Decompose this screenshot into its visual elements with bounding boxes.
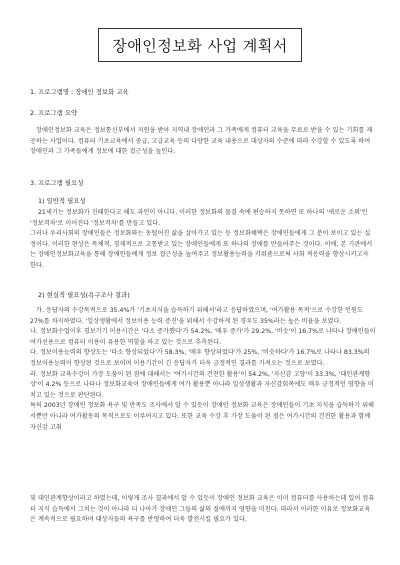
subsection-practical-body: 가. 응답자의 수강목적으로 35.4%가 '기초지식을 습득하기 위해서'라고 응답하였으며, '여가활용 목적'으로 수강한 인원도 27%를 차지하였다. '일상생활에서 정보이용 능력 증진'을 위해서 수강하게 된 경우도 35%라는 높은 비율을 보였다. 나. 정보화수업이후 경보기기 이용시간은 '다소 증가했다'가 54.2%, '매우 증가'가 29.2%, '비슷'이 16.7%로 나타나 장애인들이 여가선용으로 컴퓨터 이용이 유용한 역할을 하고 있는 것으로 추측된다. 다. 정보이용능력의 향상도는 '다소 향상되었다'가 58.3%, '매우 향상되었다'가 25%, '비슷하다'가 16.7%로 나타나 83.3%의 정보이용능력이 향상된 것으로 보이며 이용기간이 긴 응답자가 더욱 긍정적인 결과를 가져오는 것으로 보였다. 라. 정보화 교육수강이 가장 도움이 된 점에 대해서는 '여가시간의 건전한 활용'이 54.2%, '자신감 고양'이 33.3%, '대인관계향상'이 4.2% 등으로 나타나 정보화교육이 장애인들에게 여가 활용뿐 아니라 일상생활과 자신감회복에도 매우 긍정적인 영향을 미치고 있는 것으로 판단된다. 특히 2003년 장애인 정보화 욕구 및 만족도 조사에서 알 수 있듯이 장애인 정보화 교육은 장애인들이 기초 지식을 습득하기 위해서뿐만 아니라 여가활동의 목적으로도 이루어지고 있다. 또한 교육 수강 후 가장 도움이 된 점은 여가시간의 건전한 활용과 함께 자신감 고취: [30, 307, 376, 431]
subsection-practical-heading: 2) 현실적 필요성(욕구조사 결과): [38, 291, 130, 299]
subsection-general-heading: 1) 일반적 필요성: [38, 197, 86, 205]
section-program-name: 1. 프로그램명 : 장애인 정보화 교육: [30, 88, 129, 96]
title-box: [98, 28, 302, 62]
subsection-general-body: 21세기는 정보화가 진때한다고 해도 과언이 아니다. 이러한 정보화의 물결 속에 편승하지 못하면 또 하나의 '새로운 소외'인 '정보격차'로 이어진다 '정보격차'를 만들고 있다. 그러나 우리사회의 장애인들은 정보화와는 동떨어진 삶을 살아가고 있는 등 정보화혜택은 장애인들에게 그 분이 보이고 있는 실정이다. 이러한 현상은 목체적, 경제적으로 고통받고 있는 장애인들에게 또 하나의 장애를 만들어주는 것이다. 이에, 본 기관에서는 장애인정보화교육을 통해 장애인들에게 정보 접근성을 높여주고 정보활용능력을 키워줌으로써 사회 적응력을 향상시키고자 한다.: [30, 209, 373, 269]
section-necessity-heading: 3. 프로그램 필요성: [30, 179, 84, 187]
tail-paragraph: 및 대인관계향상이라고 하였는데, 이렇게 조사 결과에서 알 수 있듯이 장애인 정보화 교육은 이미 컴퓨터를 사용하는데 있어 컴퓨터 지식 습득에서 그치는 것이 아니라 더 나아가 장애인 그들의 삶의 질에까지 영향을 미친다. 따라서 이러한 이유로 정보화교육은 계속적으로 필요하며 대상자들의 욕구를 반영하여 더욱 발전시킬 필요가 있다.: [30, 495, 375, 524]
section-summary-heading: 2. 프로그램 요약: [30, 109, 78, 117]
section-summary-body: 장애인정보화 교육은 정보통신부에서 지원을 받아 지역내 장애인과 그 가족에게 컴퓨터 교육을 무료로 받을 수 있는 기회를 제공하는 사업이다. 컴퓨터 기초교육에서 중급, 고급교육 등의 다양한 교육 내용으로 대상자의 수준에 따라 수강할 수 있도록 하여 장애인과 그 가족들에게 정보에 대한 접근성을 높인다.: [30, 127, 373, 156]
page-title: 장애인정보화 사업 계획서: [112, 36, 288, 55]
